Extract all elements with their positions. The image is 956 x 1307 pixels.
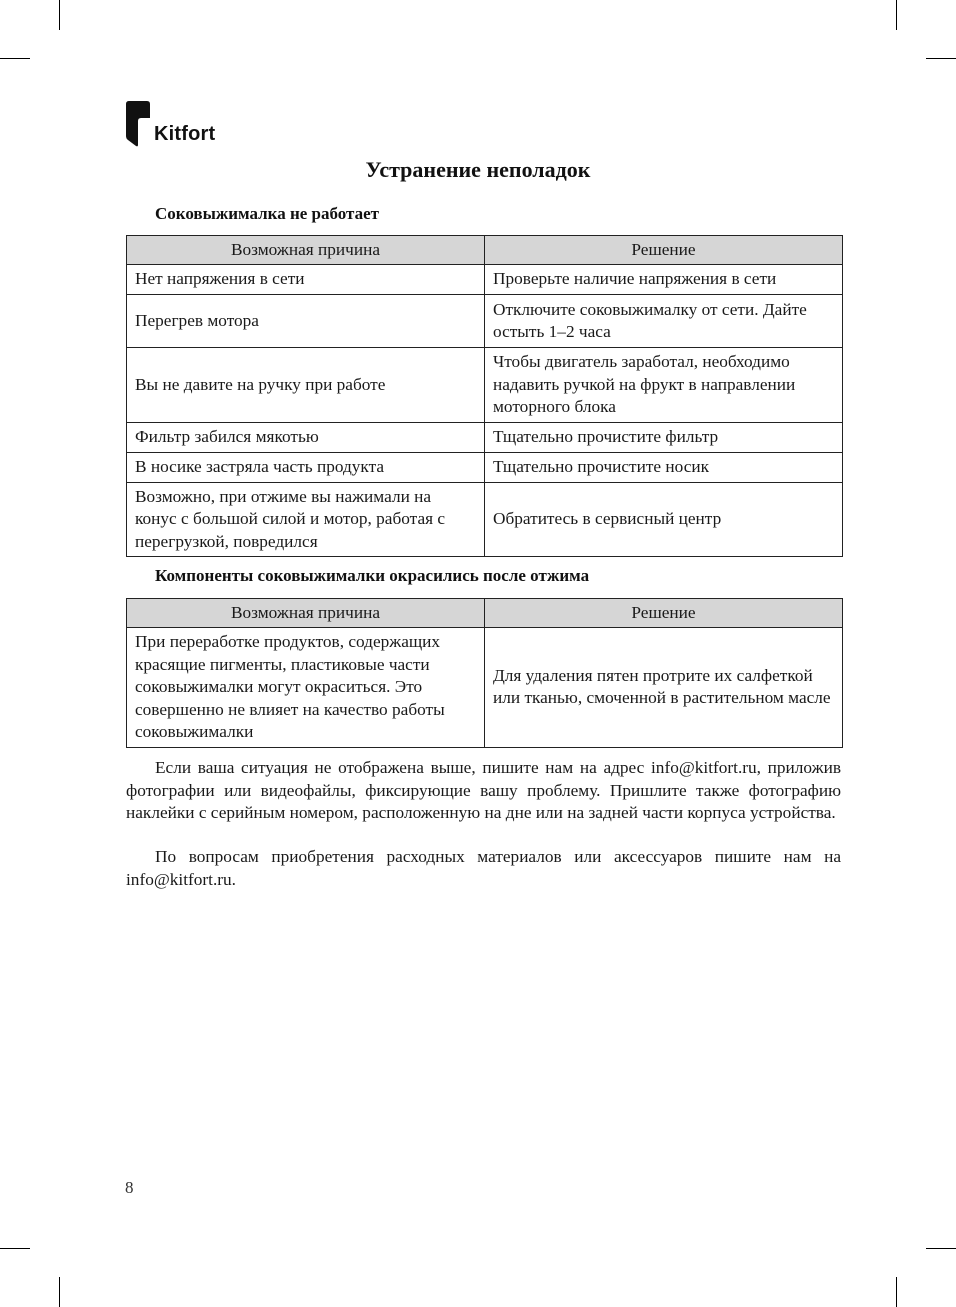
cause-cell: Возможно, при отжиме вы нажимали на конус с большой силой и мотор, работая с перегрузкой, повредился xyxy=(127,482,485,557)
page-number: 8 xyxy=(125,1178,134,1197)
crop-mark xyxy=(0,1248,30,1249)
column-header-cause: Возможная причина xyxy=(127,599,485,628)
crop-mark xyxy=(0,58,30,59)
cause-cell: Фильтр забился мякотью xyxy=(127,422,485,452)
solution-cell: Обратитесь в сервисный центр xyxy=(485,482,843,557)
table-row xyxy=(127,482,843,557)
column-header-solution: Решение xyxy=(485,236,843,265)
solution-cell: Тщательно прочистите носик xyxy=(485,452,843,482)
table-row xyxy=(127,348,843,423)
cause-cell: В носике застряла часть продукта xyxy=(127,452,485,482)
crop-mark xyxy=(59,0,60,30)
crop-mark xyxy=(926,58,956,59)
brand-logo xyxy=(125,101,215,147)
brand-name: Kitfort xyxy=(154,123,216,145)
solution-cell: Для удаления пятен протрите их салфеткой или тканью, смоченной в растительном масле xyxy=(485,628,843,748)
cause-cell: Нет напряжения в сети xyxy=(127,265,485,295)
crop-mark xyxy=(896,1277,897,1307)
solution-cell: Тщательно прочистите фильтр xyxy=(485,422,843,452)
cause-cell: При переработке продуктов, содержащих красящие пигменты, пластиковые части соковыжималки могут окраситься. Это совершенно не влияет на качество работы соковыжималки xyxy=(127,628,485,748)
table-row xyxy=(127,628,843,748)
table-row xyxy=(127,452,843,482)
troubleshooting-table xyxy=(126,235,843,557)
table-row xyxy=(127,422,843,452)
crop-mark xyxy=(926,1248,956,1249)
cause-cell: Вы не давите на ручку при работе xyxy=(127,348,485,423)
solution-cell: Проверьте наличие напряжения в сети xyxy=(485,265,843,295)
table-header-row xyxy=(127,599,843,628)
crop-mark xyxy=(59,1277,60,1307)
contact-paragraph: Если ваша ситуация не отображена выше, пишите нам на адрес info@kitfort.ru, приложив фотографии или видеофайлы, фиксирующие вашу проблему. Пришлите также фотографию наклейки с серийным номером, расположенную на дне или на задней части корпуса устройства. xyxy=(126,758,841,822)
page-title: Устранение неполадок xyxy=(365,157,591,182)
table-row xyxy=(127,265,843,295)
table-row xyxy=(127,295,843,348)
accessories-paragraph: По вопросам приобретения расходных материалов или аксессуаров пишите нам на info@kitfort.ru. xyxy=(126,847,841,889)
crop-mark xyxy=(896,0,897,30)
solution-cell: Чтобы двигатель заработал, необходимо надавить ручкой на фрукт в направлении моторного блока xyxy=(485,348,843,423)
troubleshooting-table xyxy=(126,598,843,748)
table-header-row xyxy=(127,236,843,265)
section-heading: Компоненты соковыжималки окрасились после отжима xyxy=(155,566,590,585)
column-header-cause: Возможная причина xyxy=(127,236,485,265)
solution-cell: Отключите соковыжималку от сети. Дайте остыть 1–2 часа xyxy=(485,295,843,348)
column-header-solution: Решение xyxy=(485,599,843,628)
cause-cell: Перегрев мотора xyxy=(127,295,485,348)
kitfort-logo-icon xyxy=(125,101,151,147)
section-heading: Соковыжималка не работает xyxy=(155,204,379,223)
